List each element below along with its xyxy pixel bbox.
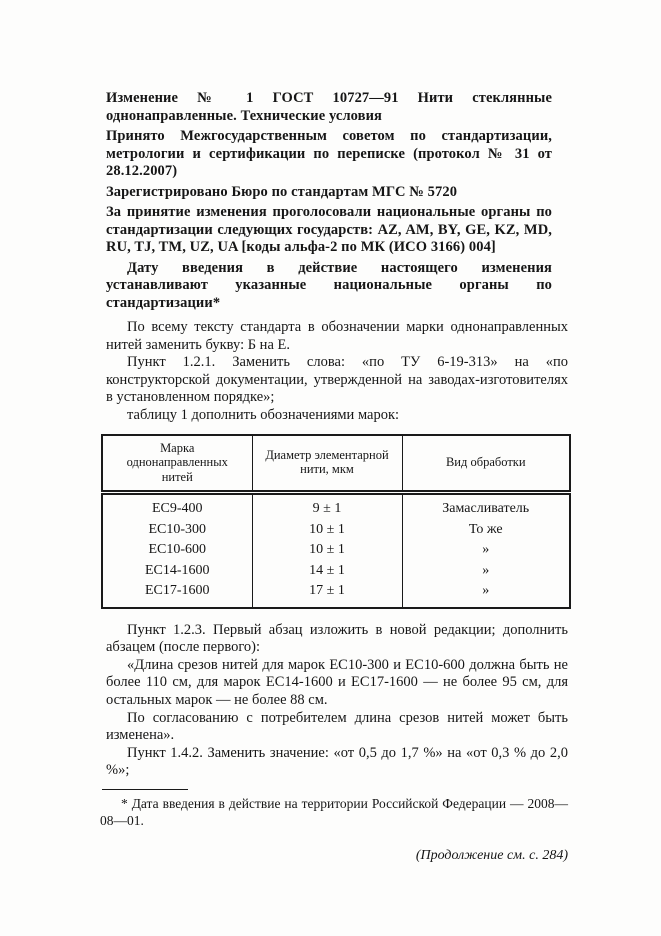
- column-header-treatment: Вид обработки: [402, 435, 570, 493]
- cell-mark: ЕС9-400: [151, 501, 203, 517]
- registered-note: Зарегистрировано Бюро по стандартам МГС № 5720: [106, 183, 458, 200]
- cell-treatment: Замасливатель: [402, 493, 570, 520]
- table-row: [102, 493, 570, 520]
- voted-note: За принятие изменения проголосовали национальные органы по стандартизации следующих государств: AZ, AM, BY, GE, KZ, MD, RU, TJ, TM, UZ, UA [коды альфа-2 по МК (ИСО 3166) 004]: [106, 204, 552, 255]
- cell-diameter: 10 ± 1: [252, 540, 402, 561]
- cell-diameter: 17 ± 1: [252, 581, 402, 608]
- cell-mark: ЕС17-1600: [144, 583, 210, 599]
- column-header-mark: Марка однонаправленных нитей: [102, 435, 252, 493]
- paragraph-table-intro: таблицу 1 дополнить обозначениями марок:: [127, 406, 400, 423]
- cell-diameter: 9 ± 1: [252, 493, 402, 520]
- table-row: [102, 540, 570, 561]
- table-row: [102, 581, 570, 608]
- footnote-text: * Дата введения в действие на территории Российской Федерации — 2008—08—01.: [100, 795, 568, 828]
- cell-diameter: 14 ± 1: [252, 561, 402, 582]
- effective-date-note: Дату введения в действие настоящего изменения устанавливают указанные национальные органы по стандартизации*: [106, 259, 552, 311]
- accepted-note: Принято Межгосударственным советом по стандартизации, метрологии и сертификации по переписке (протокол № 31 от 28.12.2007): [106, 128, 552, 179]
- marks-table: [101, 434, 571, 609]
- cell-mark: ЕС10-300: [148, 521, 207, 537]
- doc-title: Изменение № 1 ГОСТ 10727—91 Нити стеклянные однонаправленные. Технические условия: [106, 90, 552, 124]
- paragraph-scope-change: По всему тексту стандарта в обозначении марки однонаправленных нитей заменить букву: Б на Е.: [106, 319, 568, 353]
- table-header-row: [102, 435, 570, 493]
- column-header-diameter: Диаметр элементарной нити, мкм: [252, 435, 402, 493]
- cell-mark: ЕС10-600: [148, 542, 207, 558]
- cell-treatment: »: [402, 581, 570, 608]
- paragraph-cut-length: «Длина срезов нитей для марок ЕС10-300 и ЕС10-600 должна быть не более 110 см, для марок ЕС14-1600 и ЕС17-1600 — не более 95 см, для остальных марок — не более 88 см.: [106, 656, 568, 708]
- paragraph-clause-1-2-3: Пункт 1.2.3. Первый абзац изложить в новой редакции; дополнить абзацем (после первого):: [106, 621, 568, 656]
- cell-mark: ЕС14-1600: [144, 562, 210, 578]
- table-row: [102, 520, 570, 541]
- paragraph-clause-1-4-2: Пункт 1.4.2. Заменить значение: «от 0,5 до 1,7 %» на «от 0,3 % до 2,0 %»;: [106, 744, 568, 779]
- footnote-rule: [102, 789, 188, 790]
- cell-treatment: »: [402, 561, 570, 582]
- amendment-body: [106, 319, 568, 780]
- cell-treatment: То же: [402, 520, 570, 541]
- paragraph-clause-1-2-1: Пункт 1.2.1. Заменить слова: «по ТУ 6-19-313» на «по конструкторской документации, утвержденной на заводах-изготовителях в установленном порядке»;: [106, 354, 568, 406]
- paragraph-agreement: По согласованию с потребителем длина срезов нитей может быть изменена».: [106, 709, 568, 744]
- table-row: [102, 561, 570, 582]
- cell-treatment: »: [402, 540, 570, 561]
- cell-diameter: 10 ± 1: [252, 520, 402, 541]
- continuation-note: (Продолжение см. с. 284): [415, 847, 568, 863]
- document-content: [100, 90, 568, 864]
